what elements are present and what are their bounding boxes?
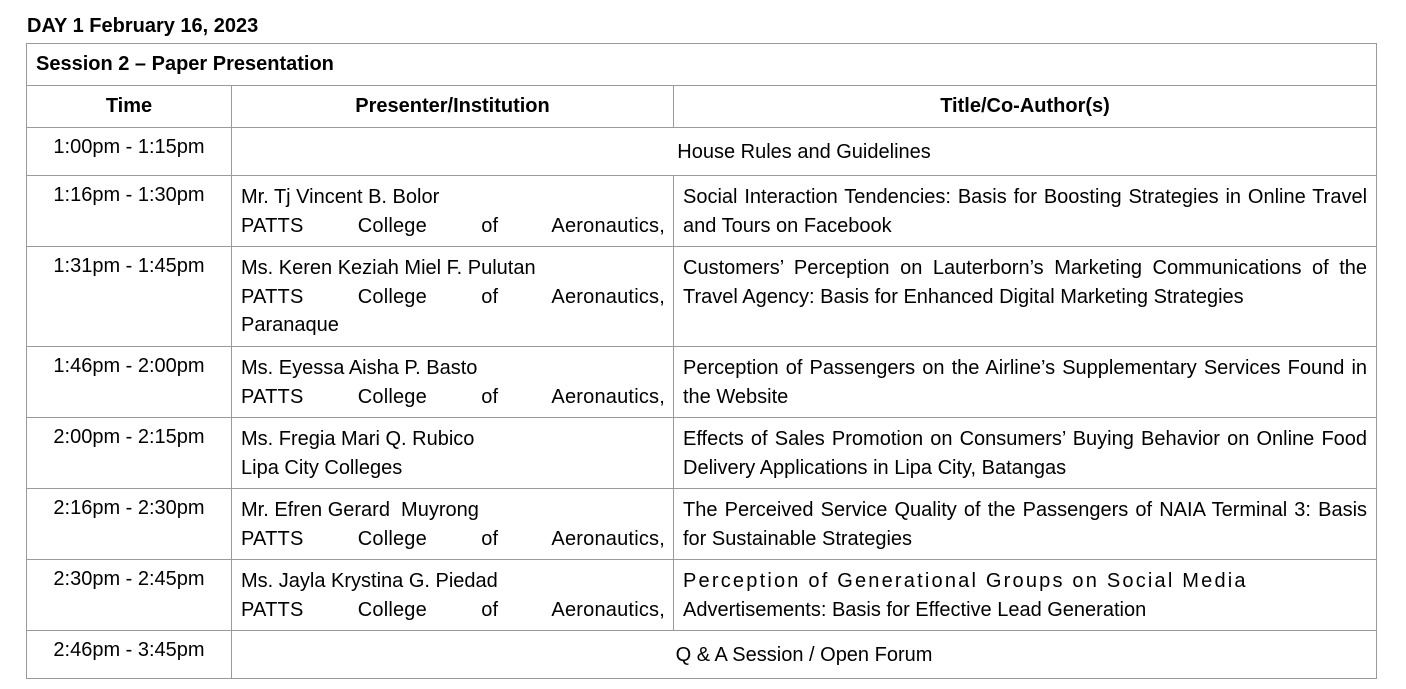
time-cell: 2:30pm - 2:45pm xyxy=(27,560,232,631)
session-title: Session 2 – Paper Presentation xyxy=(27,44,1377,86)
presenter-institution: PATTS College of Aeronautics, xyxy=(241,598,665,621)
presenter-cell xyxy=(232,347,674,418)
paper-title: The Perceived Service Quality of the Passengers of NAIA Terminal 3: Basis for Sustainable Strategies xyxy=(674,489,1377,560)
schedule-table xyxy=(26,43,1377,679)
presenter-name: Ms. Jayla Krystina G. Piedad xyxy=(241,570,498,592)
table-row xyxy=(27,560,1377,631)
time-cell: 1:46pm - 2:00pm xyxy=(27,347,232,418)
presenter-name: Mr. Tj Vincent B. Bolor xyxy=(241,186,440,208)
presenter-institution: Lipa City Colleges xyxy=(241,456,403,479)
time-cell: 1:16pm - 1:30pm xyxy=(27,176,232,247)
table-row xyxy=(27,489,1377,560)
time-cell: 1:00pm - 1:15pm xyxy=(27,128,232,176)
presenter-name: Ms. Fregia Mari Q. Rubico xyxy=(241,428,475,450)
paper-title-line-2: Advertisements: Basis for Effective Lead Generation xyxy=(683,598,1147,621)
header-time: Time xyxy=(27,86,232,128)
table-row xyxy=(27,247,1377,347)
paper-title-line-1: Perception of Generational Groups on Social Media xyxy=(683,570,1248,592)
presenter-name: Mr. Efren Gerard Muyrong xyxy=(241,499,479,521)
presenter-cell xyxy=(232,560,674,631)
paper-title: Customers’ Perception on Lauterborn’s Marketing Communications of the Travel Agency: Basis for Enhanced Digital Marketing Strategies xyxy=(674,247,1377,347)
table-row xyxy=(27,631,1377,679)
paper-title: Effects of Sales Promotion on Consumers’ Buying Behavior on Online Food Delivery Applications in Lipa City, Batangas xyxy=(674,418,1377,489)
time-cell: 2:16pm - 2:30pm xyxy=(27,489,232,560)
house-rules-cell: House Rules and Guidelines xyxy=(232,128,1377,176)
presenter-institution: PATTS College of Aeronautics, xyxy=(241,385,665,408)
presenter-institution: PATTS College of Aeronautics, xyxy=(241,285,665,308)
table-row xyxy=(27,418,1377,489)
presenter-cell xyxy=(232,489,674,560)
presenter-institution: PATTS College of Aeronautics, xyxy=(241,527,665,550)
presenter-institution: PATTS College of Aeronautics, xyxy=(241,214,665,237)
time-cell: 2:46pm - 3:45pm xyxy=(27,631,232,679)
paper-title: Social Interaction Tendencies: Basis for Boosting Strategies in Online Travel and Tours on Facebook xyxy=(674,176,1377,247)
presenter-institution-city: Paranaque xyxy=(241,314,339,336)
presenter-cell xyxy=(232,418,674,489)
time-cell: 2:00pm - 2:15pm xyxy=(27,418,232,489)
time-cell: 1:31pm - 1:45pm xyxy=(27,247,232,347)
presenter-cell xyxy=(232,176,674,247)
header-title: Title/Co-Author(s) xyxy=(674,86,1377,128)
table-row xyxy=(27,176,1377,247)
day-title: DAY 1 February 16, 2023 xyxy=(27,15,259,37)
presenter-name: Ms. Keren Keziah Miel F. Pulutan xyxy=(241,257,536,279)
header-presenter: Presenter/Institution xyxy=(232,86,674,128)
table-row xyxy=(27,128,1377,176)
paper-title: Perception of Passengers on the Airline’s Supplementary Services Found in the Website xyxy=(674,347,1377,418)
open-forum-cell: Q & A Session / Open Forum xyxy=(232,631,1377,679)
paper-title xyxy=(674,560,1377,631)
presenter-name: Ms. Eyessa Aisha P. Basto xyxy=(241,357,478,379)
presenter-cell xyxy=(232,247,674,347)
table-row xyxy=(27,347,1377,418)
